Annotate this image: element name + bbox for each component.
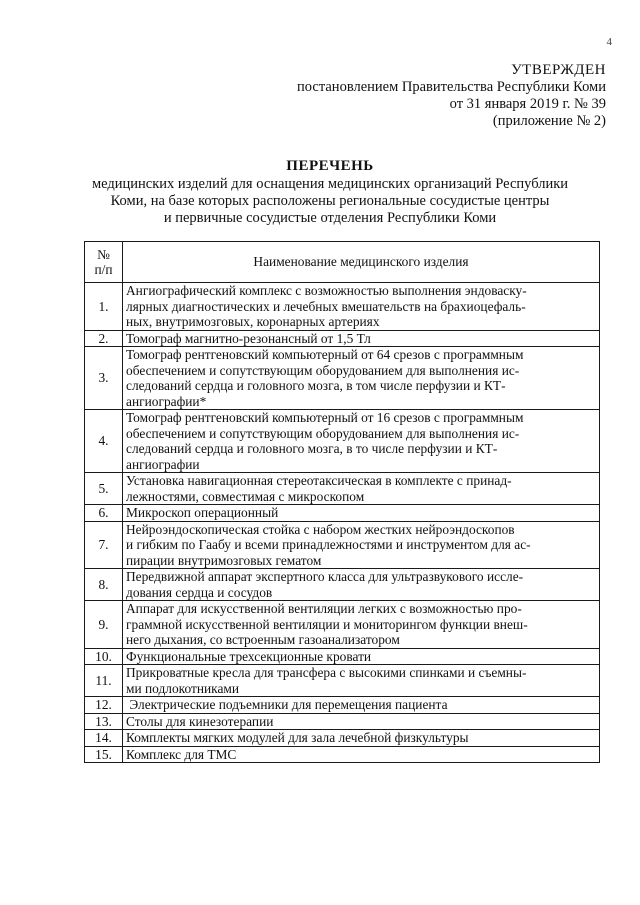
document-title-block xyxy=(60,158,600,227)
column-header-name: Наименование медицинского изделия xyxy=(123,242,600,283)
item-name xyxy=(123,569,600,601)
row-number: 11. xyxy=(85,665,123,697)
table-body xyxy=(85,283,600,763)
item-name xyxy=(123,697,600,714)
item-name-line: Столы для кинезотерапии xyxy=(126,713,274,729)
approval-heading: УТВЕРЖДЕН xyxy=(511,62,606,78)
item-name xyxy=(123,730,600,747)
header-number-abbrev: п/п xyxy=(94,262,113,277)
approval-line: постановлением Правительства Республики Коми xyxy=(297,79,606,95)
item-name xyxy=(123,473,600,505)
table-row xyxy=(85,746,600,763)
table-row xyxy=(85,521,600,569)
row-number: 2. xyxy=(85,330,123,347)
item-name xyxy=(123,347,600,410)
item-name xyxy=(123,410,600,473)
item-name-line: Прикроватные кресла для трансфера с высокими спинками и съемны- xyxy=(126,665,527,680)
title-line: медицинских изделий для оснащения медицинских организаций Республики xyxy=(91,176,569,192)
row-number: 8. xyxy=(85,569,123,601)
item-name-line: Передвижной аппарат экспертного класса для ультразвукового иссле- xyxy=(126,569,524,584)
item-name-line: лежностями, совместимая с микроскопом xyxy=(126,488,365,504)
table-row xyxy=(85,347,600,410)
table-row xyxy=(85,713,600,730)
table-row xyxy=(85,697,600,714)
item-name xyxy=(123,521,600,569)
item-name xyxy=(123,713,600,730)
item-name xyxy=(123,601,600,649)
item-name-line: Электрические подъемники для перемещения пациента xyxy=(126,697,448,712)
table-row xyxy=(85,330,600,347)
row-number: 6. xyxy=(85,505,123,522)
item-name-line: обеспечением и сопутствующим оборудованием для выполнения ис- xyxy=(126,425,520,441)
item-name xyxy=(123,505,600,522)
item-name-line: Комплекты мягких модулей для зала лечебной физкультуры xyxy=(126,730,469,745)
row-number: 4. xyxy=(85,410,123,473)
item-name xyxy=(123,665,600,697)
item-name-line: Аппарат для искусственной вентиляции легких с возможностью про- xyxy=(126,601,522,616)
item-name-line: Томограф магнитно-резонансный от 1,5 Тл xyxy=(126,330,371,346)
table-row xyxy=(85,569,600,601)
approval-stamp xyxy=(297,62,606,130)
row-number: 9. xyxy=(85,601,123,649)
approval-line: (приложение № 2) xyxy=(492,113,606,129)
table-row xyxy=(85,410,600,473)
row-number: 3. xyxy=(85,347,123,410)
row-number: 13. xyxy=(85,713,123,730)
equipment-table xyxy=(84,241,600,763)
item-name-line: Томограф рентгеновский компьютерный от 64 срезов с программным xyxy=(126,347,524,362)
item-name-line: дования сердца и сосудов xyxy=(126,584,273,600)
item-name-line: ангиографии* xyxy=(126,393,207,409)
item-name-line: пирации внутримозговых гематом xyxy=(126,552,322,568)
column-header-number xyxy=(85,242,123,283)
item-name xyxy=(123,648,600,665)
table-row xyxy=(85,473,600,505)
table-row xyxy=(85,505,600,522)
header-number-symbol: № xyxy=(97,247,110,262)
item-name xyxy=(123,283,600,331)
row-number: 12. xyxy=(85,697,123,714)
row-number: 7. xyxy=(85,521,123,569)
title-line: и первичные сосудистые отделения Республики Коми xyxy=(163,210,497,226)
table-row xyxy=(85,730,600,747)
item-name-line: и гибким по Гаабу и всеми принадлежностями и инструментом для ас- xyxy=(126,537,531,552)
item-name-line: Комплекс для ТМС xyxy=(126,746,237,762)
item-name-line: Томограф рентгеновский компьютерный от 16 срезов с программным xyxy=(126,410,524,425)
row-number: 14. xyxy=(85,730,123,747)
title-line: Коми, на базе которых расположены региональные сосудистые центры xyxy=(110,193,550,209)
approval-line: от 31 января 2019 г. № 39 xyxy=(449,96,606,112)
row-number: 10. xyxy=(85,648,123,665)
item-name-line: ми подлокотниками xyxy=(126,680,240,696)
item-name-line: него дыхания, со встроенным газоанализатором xyxy=(126,632,400,647)
item-name-line: следований сердца и головного мозга, в то числе перфузии и КТ- xyxy=(126,441,498,456)
item-name-line: ангиографии xyxy=(126,456,200,472)
item-name-line: Микроскоп операционный xyxy=(126,505,279,520)
table-row xyxy=(85,665,600,697)
item-name-line: следований сердца и головного мозга, в том числе перфузии и КТ- xyxy=(126,378,506,393)
item-name xyxy=(123,746,600,763)
item-name-line: обеспечением и сопутствующим оборудованием для выполнения ис- xyxy=(126,362,520,378)
item-name-line: ных, внутримозговых, коронарных артериях xyxy=(126,314,380,329)
item-name-line: Нейроэндоскопическая стойка с набором жестких нейроэндоскопов xyxy=(126,521,515,537)
page-number: 4 xyxy=(606,36,612,48)
table-row xyxy=(85,648,600,665)
item-name-line: Функциональные трехсекционные кровати xyxy=(126,648,372,664)
row-number: 5. xyxy=(85,473,123,505)
table-row xyxy=(85,601,600,649)
item-name xyxy=(123,330,600,347)
row-number: 15. xyxy=(85,746,123,763)
table-header-row xyxy=(85,242,600,283)
item-name-line: лярных диагностических и лечебных вмешательств на брахиоцефаль- xyxy=(126,298,526,314)
item-name-line: Установка навигационная стереотаксическая в комплекте с принад- xyxy=(126,473,512,488)
document-title: ПЕРЕЧЕНЬ xyxy=(286,158,374,174)
table-row xyxy=(85,283,600,331)
item-name-line: граммной искусственной вентиляции и мониторингом функции внеш- xyxy=(126,616,528,632)
item-name-line: Ангиографический комплекс с возможностью выполнения эндоваску- xyxy=(126,283,527,298)
row-number: 1. xyxy=(85,283,123,331)
